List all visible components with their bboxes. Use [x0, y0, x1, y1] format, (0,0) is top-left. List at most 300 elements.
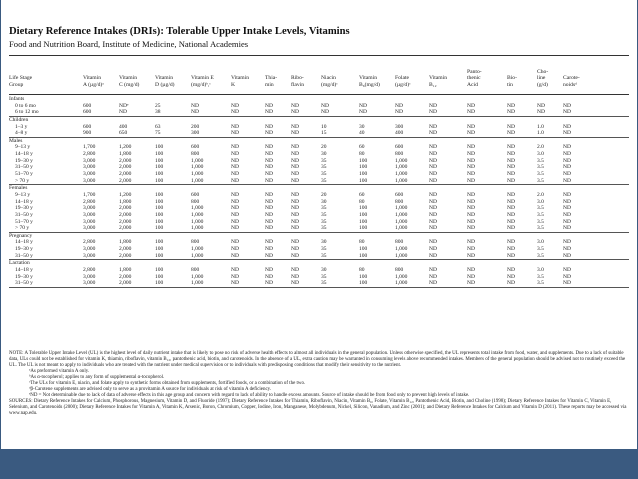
table-cell: 100: [155, 205, 164, 212]
table-cell: 100: [359, 171, 368, 178]
table-cell: 80: [359, 267, 365, 274]
table-cell: ND: [265, 144, 273, 151]
table-cell: 63: [155, 123, 161, 130]
table-cell: 2,000: [119, 177, 132, 184]
table-cell: ND: [429, 177, 437, 184]
table-cell: ND: [429, 225, 437, 232]
table-cell: 3.5: [537, 164, 544, 171]
table-cell: ND: [291, 225, 299, 232]
table-cell: ND: [563, 198, 571, 205]
table-cell: ND: [231, 171, 239, 178]
table-cell: 30: [359, 123, 365, 130]
table-cell: 100: [155, 144, 164, 151]
table-cell: 100: [155, 198, 164, 205]
table-cell: ND: [291, 191, 299, 198]
table-cell: 100: [155, 218, 164, 225]
table-cell: 20: [321, 191, 327, 198]
table-cell: 1,000: [191, 205, 204, 212]
table-cell: 30: [321, 198, 327, 205]
table-cell: 1,200: [119, 144, 132, 151]
table-cell: 1,000: [191, 252, 204, 259]
table-cell: ND: [507, 164, 515, 171]
table-cell: ND: [231, 123, 239, 130]
table-cell: ND: [507, 177, 515, 184]
table-cell: ND: [467, 157, 475, 164]
table-cell: 30: [321, 267, 327, 274]
table-cell: ND: [429, 164, 437, 171]
table-cell: ND: [231, 151, 239, 158]
table-cell: 100: [359, 225, 368, 232]
table-cell: 100: [155, 191, 164, 198]
table-cell: 3.5: [537, 225, 544, 232]
column-header: Folate (µg/d)ᶜ: [395, 75, 411, 88]
table-cell: ND: [429, 102, 437, 109]
table-cell: ND: [359, 109, 367, 116]
group-label: Females: [9, 185, 28, 192]
column-header: Bio- tin: [507, 75, 517, 88]
table-cell: ND: [321, 102, 329, 109]
table-cell: 300: [395, 123, 404, 130]
table-cell: ND: [507, 102, 515, 109]
column-header: Life Stage Group: [9, 75, 33, 88]
table-cell: 3.5: [537, 177, 544, 184]
table-cell: 600: [83, 102, 92, 109]
table-cell: 35: [321, 252, 327, 259]
table-cell: 1,000: [395, 273, 408, 280]
table-cell: 35: [321, 211, 327, 218]
table-cell: ND: [265, 157, 273, 164]
table-cell: ND: [429, 218, 437, 225]
table-cell: 1,000: [395, 171, 408, 178]
table-cell: 15: [321, 130, 327, 137]
table-cell: 35: [321, 171, 327, 178]
table-cell: ND: [231, 109, 239, 116]
group-row: [9, 185, 629, 192]
life-stage-label: 19–30 y: [15, 246, 33, 253]
table-cell: 100: [359, 164, 368, 171]
table-cell: 100: [155, 151, 164, 158]
table-cell: 3.5: [537, 211, 544, 218]
table-cell: 3,000: [83, 164, 96, 171]
table-cell: 3.5: [537, 171, 544, 178]
table-cell: 800: [191, 198, 200, 205]
table-cell: 1,000: [191, 177, 204, 184]
table-cell: 1.0: [537, 130, 544, 137]
table-cell: 100: [155, 164, 164, 171]
table-cell: ND: [291, 211, 299, 218]
table-cell: 10: [321, 123, 327, 130]
table-row: [9, 239, 629, 246]
table-cell: ND: [119, 109, 127, 116]
table-cell: ND: [291, 246, 299, 253]
table-cell: ND: [563, 151, 571, 158]
table-cell: ND: [265, 225, 273, 232]
table-cell: 800: [395, 239, 404, 246]
table-cell: ND: [231, 273, 239, 280]
table-cell: ND: [507, 123, 515, 130]
table-cell: NDᵉ: [119, 102, 129, 109]
table-cell: 2,000: [119, 218, 132, 225]
life-stage-label: 9–13 y: [15, 144, 31, 151]
table-cell: 1,000: [191, 280, 204, 287]
table-body: [9, 96, 629, 288]
table-row: [9, 205, 629, 212]
table-cell: ND: [467, 280, 475, 287]
table-cell: ND: [231, 252, 239, 259]
table-cell: ND: [265, 151, 273, 158]
table-cell: ND: [265, 198, 273, 205]
table-cell: 2.0: [537, 191, 544, 198]
table-cell: ND: [231, 102, 239, 109]
table-cell: ND: [291, 109, 299, 116]
table-cell: 1,000: [395, 218, 408, 225]
life-stage-label: 14–18 y: [15, 151, 33, 158]
table-cell: ND: [231, 191, 239, 198]
column-header: Vitamin D (µg/d): [155, 75, 175, 88]
table-cell: ND: [429, 171, 437, 178]
table-cell: ND: [291, 123, 299, 130]
table-cell: ND: [563, 164, 571, 171]
table-cell: 1,000: [191, 164, 204, 171]
life-stage-label: 0 to 6 mo: [15, 102, 36, 109]
table-cell: 80: [359, 151, 365, 158]
column-header: Vitamin E (mg/d)ᵇ,ᶜ: [191, 75, 214, 88]
table-cell: 35: [321, 280, 327, 287]
table-cell: 800: [191, 151, 200, 158]
table-cell: 300: [191, 130, 200, 137]
table-cell: 100: [155, 239, 164, 246]
life-stage-label: 51–70 y: [15, 218, 33, 225]
table-cell: ND: [467, 252, 475, 259]
table-cell: 3,000: [83, 246, 96, 253]
table-cell: ND: [507, 218, 515, 225]
table-cell: ND: [507, 198, 515, 205]
footnote-e: ᵉND = Not determinable due to lack of data of adverse effects in this age group and concern with regard to lack of ability to handle excess amounts. Source of intake should be from food only to prevent high levels of intake.: [29, 393, 470, 399]
table-cell: ND: [467, 164, 475, 171]
group-row: [9, 233, 629, 240]
table-cell: 100: [359, 246, 368, 253]
table-cell: 3.0: [537, 239, 544, 246]
table-cell: ND: [231, 130, 239, 137]
table-cell: ND: [265, 191, 273, 198]
table-cell: ND: [291, 171, 299, 178]
table-cell: 1.0: [537, 123, 544, 130]
table-cell: 1,000: [395, 280, 408, 287]
life-stage-label: 14–18 y: [15, 198, 33, 205]
table-cell: ND: [265, 252, 273, 259]
table-cell: ND: [563, 239, 571, 246]
table-cell: ND: [563, 267, 571, 274]
table-cell: 400: [119, 123, 128, 130]
table-cell: ND: [429, 267, 437, 274]
group-label: Lactation: [9, 260, 30, 267]
table-cell: ND: [467, 171, 475, 178]
table-cell: 2,800: [83, 267, 96, 274]
table-cell: 1,800: [119, 267, 132, 274]
table-cell: ND: [191, 102, 199, 109]
table-cell: 1,800: [119, 239, 132, 246]
table-cell: ND: [429, 239, 437, 246]
footnote-a: ᵃAs preformed vitamin A only.: [29, 369, 90, 375]
table-cell: ND: [507, 211, 515, 218]
table-cell: 2.0: [537, 144, 544, 151]
table-cell: 2,000: [119, 205, 132, 212]
table-cell: ND: [291, 280, 299, 287]
table-cell: ND: [429, 205, 437, 212]
table-cell: ND: [265, 267, 273, 274]
table-row: [9, 103, 629, 110]
table-cell: 600: [191, 144, 200, 151]
table-cell: 100: [359, 280, 368, 287]
table-cell: 2,000: [119, 211, 132, 218]
life-stage-label: 31–50 y: [15, 164, 33, 171]
table-cell: ND: [265, 205, 273, 212]
table-cell: ND: [429, 211, 437, 218]
table-cell: ND: [265, 164, 273, 171]
sources-note: SOURCES: Dietary Reference Intakes for Calcium, Phosphorous, Magnesium, Vitamin D, and Fluoride (1997); Dietary Reference Intakes for Thiamin, Riboflavin, Niacin, Vitamin B₆, Folate, Vitamin B₁₂, Pantothenic Acid, Biotin, and Choline (1998); Dietary Reference Intakes for Vitamin C, Vitamin E, Selenium, and Carotenoids (2000); Dietary Reference Intakes for Vitamin A, Vitamin K, Arsenic, Boron, Chromium, Copper, Iodine, Iron, Manganese, Molybdenum, Nickel, Silicon, Vanadium, and Zinc (2001); and Dietary Reference Intakes for Calcium and Vitamin D (2011). These reports may be accessed via www.nap.edu.: [9, 399, 627, 417]
table-cell: 1,700: [83, 191, 96, 198]
table-cell: ND: [231, 205, 239, 212]
table-cell: ND: [291, 157, 299, 164]
life-stage-label: 14–18 y: [15, 239, 33, 246]
group-row: [9, 260, 629, 267]
table-cell: ND: [467, 246, 475, 253]
table-cell: 2,800: [83, 239, 96, 246]
group-row: [9, 96, 629, 103]
table-cell: 2,000: [119, 280, 132, 287]
table-cell: 75: [155, 130, 161, 137]
table-cell: ND: [507, 205, 515, 212]
column-header: Vitamin B₁₂: [429, 75, 447, 88]
table-row: [9, 280, 629, 288]
table-cell: ND: [467, 267, 475, 274]
table-cell: 100: [359, 205, 368, 212]
table-cell: 800: [395, 151, 404, 158]
table-cell: 1,000: [395, 225, 408, 232]
table-cell: 100: [155, 280, 164, 287]
table-cell: ND: [231, 239, 239, 246]
table-cell: ND: [563, 123, 571, 130]
table-cell: ND: [291, 267, 299, 274]
table-cell: ND: [291, 252, 299, 259]
table-cell: 1,800: [119, 198, 132, 205]
table-cell: ND: [265, 123, 273, 130]
life-stage-label: 31–50 y: [15, 211, 33, 218]
table-cell: ND: [563, 280, 571, 287]
slide-footer-band: [0, 449, 638, 479]
table-cell: 2,000: [119, 225, 132, 232]
table-cell: 800: [191, 239, 200, 246]
table-cell: 100: [359, 252, 368, 259]
table-cell: ND: [563, 157, 571, 164]
table-cell: 650: [119, 130, 128, 137]
table-cell: 3.0: [537, 198, 544, 205]
group-row: [9, 138, 629, 145]
table-cell: 30: [321, 239, 327, 246]
table-cell: ND: [291, 164, 299, 171]
table-cell: ND: [563, 218, 571, 225]
table-cell: 35: [321, 273, 327, 280]
table-cell: 3.5: [537, 273, 544, 280]
table-cell: 100: [155, 157, 164, 164]
notes-section: [9, 351, 629, 418]
column-header: Vitamin B₆(mg/d): [359, 75, 380, 88]
table-cell: ND: [265, 171, 273, 178]
table-cell: ND: [231, 164, 239, 171]
table-cell: 1,000: [395, 252, 408, 259]
table-cell: ND: [467, 211, 475, 218]
table-cell: 100: [155, 273, 164, 280]
table-cell: ND: [429, 273, 437, 280]
table-cell: ND: [507, 280, 515, 287]
table-cell: ND: [231, 267, 239, 274]
table-cell: ND: [507, 225, 515, 232]
table-cell: 600: [395, 144, 404, 151]
table-cell: ND: [507, 252, 515, 259]
table-cell: ND: [429, 151, 437, 158]
table-row: [9, 246, 629, 253]
table-row: [9, 144, 629, 151]
table-cell: 1,000: [191, 157, 204, 164]
table-row: [9, 274, 629, 281]
life-stage-label: 31–50 y: [15, 280, 33, 287]
table-cell: 3,000: [83, 218, 96, 225]
table-cell: ND: [507, 130, 515, 137]
table-cell: 1,000: [191, 246, 204, 253]
table-cell: 3,000: [83, 205, 96, 212]
table-cell: 35: [321, 164, 327, 171]
table-cell: ND: [291, 239, 299, 246]
table-cell: 1,000: [191, 171, 204, 178]
table-row: [9, 192, 629, 199]
table-row: [9, 124, 629, 131]
column-header: Panto- thenic Acid: [467, 68, 482, 88]
table-cell: 3.5: [537, 157, 544, 164]
table-cell: ND: [507, 109, 515, 116]
table-cell: 80: [359, 198, 365, 205]
table-row: [9, 130, 629, 138]
table-cell: ND: [507, 246, 515, 253]
table-row: [9, 171, 629, 178]
table-cell: 35: [321, 157, 327, 164]
table-cell: ND: [467, 109, 475, 116]
table-cell: 1,000: [191, 225, 204, 232]
table-row: [9, 199, 629, 206]
table-cell: 2,800: [83, 198, 96, 205]
table-cell: ND: [563, 177, 571, 184]
header-top-rule: [9, 55, 629, 56]
footnote-c: ᶜThe ULs for vitamin E, niacin, and folate apply to synthetic forms obtained from supplements, fortified foods, or a combination of the two.: [29, 381, 306, 387]
table-row: [9, 267, 629, 274]
table-cell: ND: [507, 151, 515, 158]
life-stage-label: 19–30 y: [15, 157, 33, 164]
table-cell: 100: [155, 171, 164, 178]
table-cell: ND: [291, 273, 299, 280]
table-cell: 30: [321, 151, 327, 158]
footnote-d: ᵈβ-Carotene supplements are advised only to serve as a provitamin A source for individuals at risk of vitamin A deficiency.: [29, 387, 272, 393]
table-cell: ND: [563, 211, 571, 218]
life-stage-label: > 70 y: [15, 177, 30, 184]
table-cell: 3.5: [537, 280, 544, 287]
table-cell: 2,800: [83, 151, 96, 158]
table-cell: 3.5: [537, 218, 544, 225]
life-stage-label: 6 to 12 mo: [15, 109, 39, 116]
table-cell: 1,000: [395, 157, 408, 164]
group-label: Infants: [9, 96, 25, 102]
life-stage-label: 51–70 y: [15, 171, 33, 178]
life-stage-label: 4–8 y: [15, 130, 28, 137]
table-cell: ND: [563, 246, 571, 253]
table-cell: ND: [507, 171, 515, 178]
group-label: Males: [9, 137, 23, 144]
column-header: Carote- noidsᵈ: [563, 75, 580, 88]
table-cell: 1,800: [119, 151, 132, 158]
column-header: Vitamin A (µg/d)ᵃ: [83, 75, 104, 88]
table-cell: ND: [265, 211, 273, 218]
table-cell: 80: [359, 239, 365, 246]
table-cell: ND: [321, 109, 329, 116]
table-cell: ND: [265, 102, 273, 109]
table-cell: 2,000: [119, 164, 132, 171]
table-cell: ND: [291, 218, 299, 225]
table-cell: 800: [191, 267, 200, 274]
table-cell: 100: [155, 267, 164, 274]
table-cell: ND: [265, 280, 273, 287]
column-header: Vitamin C (mg/d): [119, 75, 140, 88]
table-cell: ND: [429, 144, 437, 151]
table-cell: 800: [395, 198, 404, 205]
column-header: Ribo- flavin: [291, 75, 305, 88]
group-row: [9, 117, 629, 124]
table-cell: 100: [359, 157, 368, 164]
table-cell: 600: [191, 191, 200, 198]
table-row: [9, 212, 629, 219]
table-cell: ND: [563, 130, 571, 137]
table-cell: ND: [395, 109, 403, 116]
table-cell: 100: [155, 211, 164, 218]
table-cell: ND: [429, 252, 437, 259]
table-cell: 100: [155, 252, 164, 259]
table-row: [9, 109, 629, 117]
table-cell: ND: [231, 177, 239, 184]
table-cell: 3,000: [83, 280, 96, 287]
table-cell: ND: [265, 246, 273, 253]
table-cell: ND: [537, 109, 545, 116]
table-cell: ND: [429, 280, 437, 287]
table-cell: 800: [395, 267, 404, 274]
table-row: [9, 253, 629, 261]
table-cell: 100: [359, 273, 368, 280]
table-cell: 35: [321, 205, 327, 212]
group-label: Children: [9, 116, 29, 123]
table-cell: ND: [563, 252, 571, 259]
table-cell: 2,000: [119, 246, 132, 253]
header-bottom-rule: [9, 94, 629, 95]
column-header: Thia- min: [265, 75, 278, 88]
table-cell: 1,000: [395, 177, 408, 184]
table-cell: 3.5: [537, 246, 544, 253]
life-stage-label: 9–13 y: [15, 191, 31, 198]
table-cell: ND: [265, 273, 273, 280]
table-cell: 1,000: [395, 211, 408, 218]
table-cell: 35: [321, 225, 327, 232]
table-cell: 3.0: [537, 267, 544, 274]
table-cell: ND: [231, 211, 239, 218]
table-cell: 40: [359, 130, 365, 137]
table-cell: ND: [467, 273, 475, 280]
table-cell: 25: [155, 102, 161, 109]
table-cell: ND: [291, 144, 299, 151]
